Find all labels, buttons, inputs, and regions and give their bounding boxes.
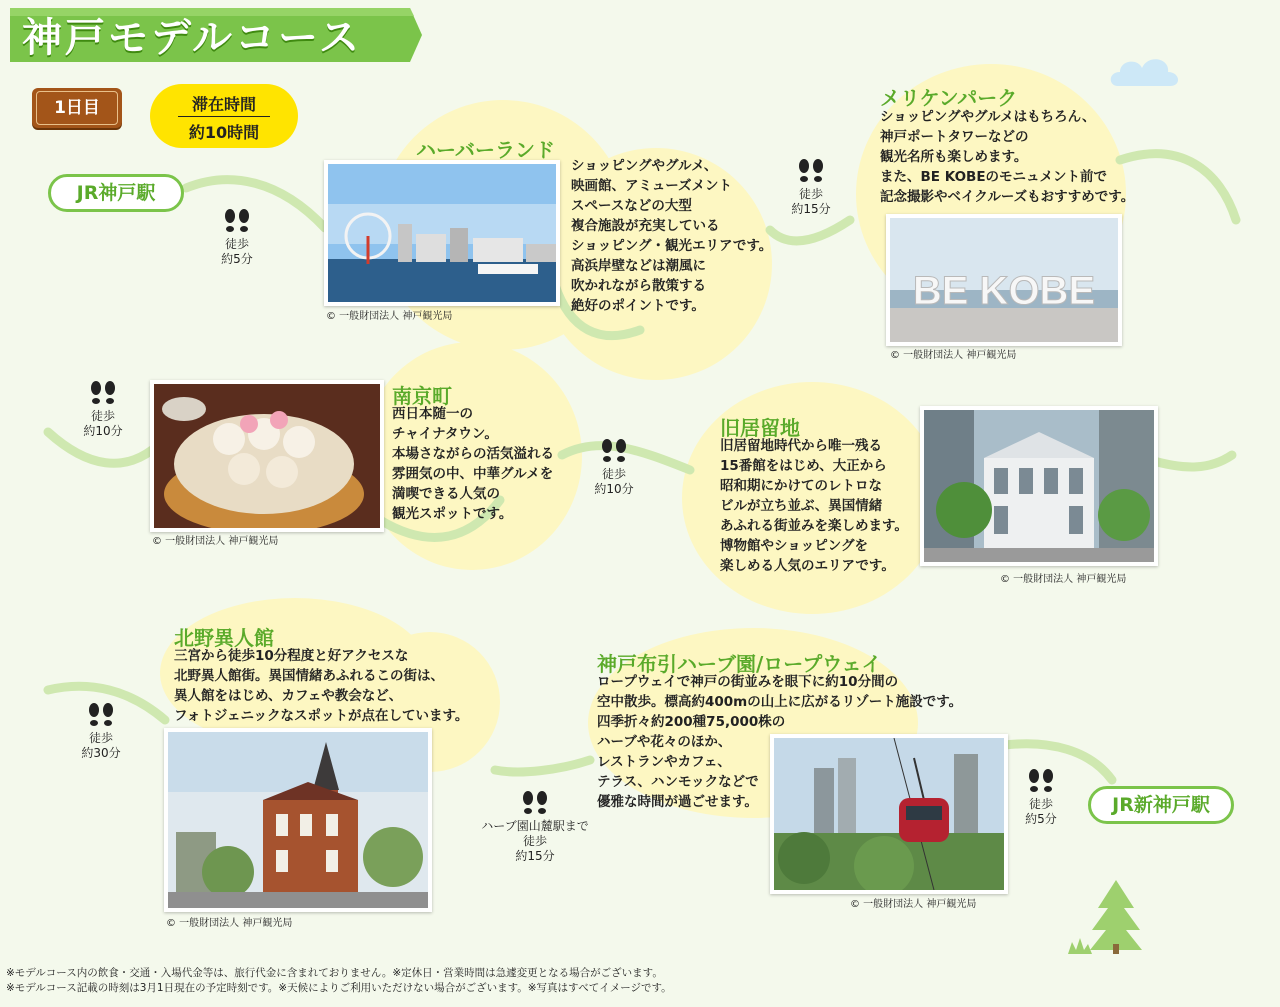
stay-duration-badge [150,84,298,148]
footprints-icon [520,790,550,816]
walk-3-time: 約10分 [83,424,123,438]
kitano-description: 三宮から徒歩10分程度と好アクセスな 北野異人館街。異国情緒あふれるこの街は、 異人館をはじめ、カフェや教会など、 フォトジェニックなスポットが点在しています。 [174,648,469,724]
kyukyoryuchi-title: 旧居留地 [720,416,800,440]
footnote-line-2: ※モデルコース記載の時刻は3月1日現在の予定時刻です。※天候によりご利用いただけない場合がございます。※写真はすべてイメージです。 [6,982,672,994]
day-label: 1日目 [36,91,118,125]
stay-line2: 約10時間 [188,123,260,142]
nunobiki-title: 神戸布引ハーブ園/ロープウェイ [597,652,882,676]
kyukyoryuchi-credit: © 一般財団法人 神戸観光局 [1000,574,1127,585]
nankinmachi-credit: © 一般財団法人 神戸観光局 [152,536,279,547]
walk-2-label: 徒歩 [798,187,823,201]
page-title: 神戸モデルコース [22,15,362,61]
walk-4-label: 徒歩 [601,467,626,481]
footprints-icon [796,158,826,184]
nankinmachi-photo [150,380,384,532]
harborland-title: ハーバーランド [416,138,555,162]
walk-4-time: 約10分 [594,482,634,496]
walk-marker-4 [583,438,645,497]
walk-2-time: 約15分 [791,202,831,216]
meriken-credit: © 一般財団法人 神戸観光局 [890,350,1017,361]
kitano-photo [164,728,432,912]
walk-marker-6 [474,790,596,864]
walk-7-label: 徒歩 [1028,797,1053,811]
walk-7-time: 約5分 [1025,812,1057,826]
walk-5-time: 約30分 [81,746,121,760]
nunobiki-photo [770,734,1008,894]
walk-5-label: 徒歩 [88,731,113,745]
walk-6-label: 徒歩 [522,834,547,848]
kitano-credit: © 一般財団法人 神戸観光局 [166,918,293,929]
kyukyoryuchi-description: 旧居留地時代から唯一残る 15番館をはじめ、大正から 昭和期にかけてのレトロな ビルが立ち並ぶ、異国情緒 あふれる街並みを楽しめます。 博物館やショッピングを 楽しめる人気のエリアです。 [720,438,908,574]
walk-marker-7 [1010,768,1072,827]
end-station-badge: JR新神戸駅 [1088,786,1234,824]
start-station-badge: JR神戸駅 [48,174,184,212]
be-kobe-monument-text: BE KOBE [912,269,1096,313]
walk-marker-3 [72,380,134,439]
footprints-icon [86,702,116,728]
nunobiki-description: ロープウェイで神戸の街並みを眼下に約10分間の 空中散歩。標高約400mの山上に広がるリゾート施設です。 四季折々約200種75,000株の ハーブや花々のほか、 レストランやカフェ、 テラス、ハンモックなどで 優雅な時間が過ごせます。 [597,674,963,810]
walk-1-time: 約5分 [221,252,253,266]
kitano-title: 北野異人館 [174,626,274,650]
stay-line1: 滞在時間 [191,95,256,114]
harborland-credit: © 一般財団法人 神戸観光局 [326,311,453,322]
footprints-icon [1026,768,1056,794]
footnote-line-1: ※モデルコース内の飲食・交通・入場代金等は、旅行代金に含まれておりません。※定休日・営業時間は急遽変更となる場合がございます。 [6,967,663,979]
walk-marker-5 [70,702,132,761]
footprints-icon [88,380,118,406]
harborland-description: ショッピングやグルメ、 映画館、アミューズメント スペースなどの大型 複合施設が充実している ショッピング・観光エリアです。 高浜岸壁などは潮風に 吹かれながら散策する 絶好のポイントです。 [571,158,773,314]
harborland-photo [324,160,560,306]
nunobiki-credit: © 一般財団法人 神戸観光局 [850,899,977,910]
tree-icon [1068,878,1148,954]
meriken-title: メリケンパーク [880,86,1018,110]
walk-3-label: 徒歩 [90,409,115,423]
footnotes [6,966,672,996]
meriken-photo [886,214,1122,346]
footprints-icon [599,438,629,464]
walk-6-prefix: ハーブ園山麓駅まで [481,819,589,833]
kyukyoryuchi-photo [920,406,1158,566]
nankinmachi-description: 西日本随一の チャイナタウン。 本場さながらの活気溢れる 雰囲気の中、中華グルメを 満喫できる人気の 観光スポットです。 [392,406,554,522]
day-badge [32,88,122,128]
walk-marker-1 [206,208,268,267]
footprints-icon [222,208,252,234]
walk-1-label: 徒歩 [224,237,249,251]
meriken-description: ショッピングやグルメはもちろん、 神戸ポートタワーなどの 観光名所も楽しめます。 また、BE KOBEのモニュメント前で 記念撮影やベイクルーズもおすすめです。 [880,109,1135,205]
cloud-icon [1108,50,1182,90]
walk-marker-2 [780,158,842,217]
stay-divider [178,116,270,117]
nankinmachi-title: 南京町 [392,384,452,408]
walk-6-time: 約15分 [515,849,555,863]
